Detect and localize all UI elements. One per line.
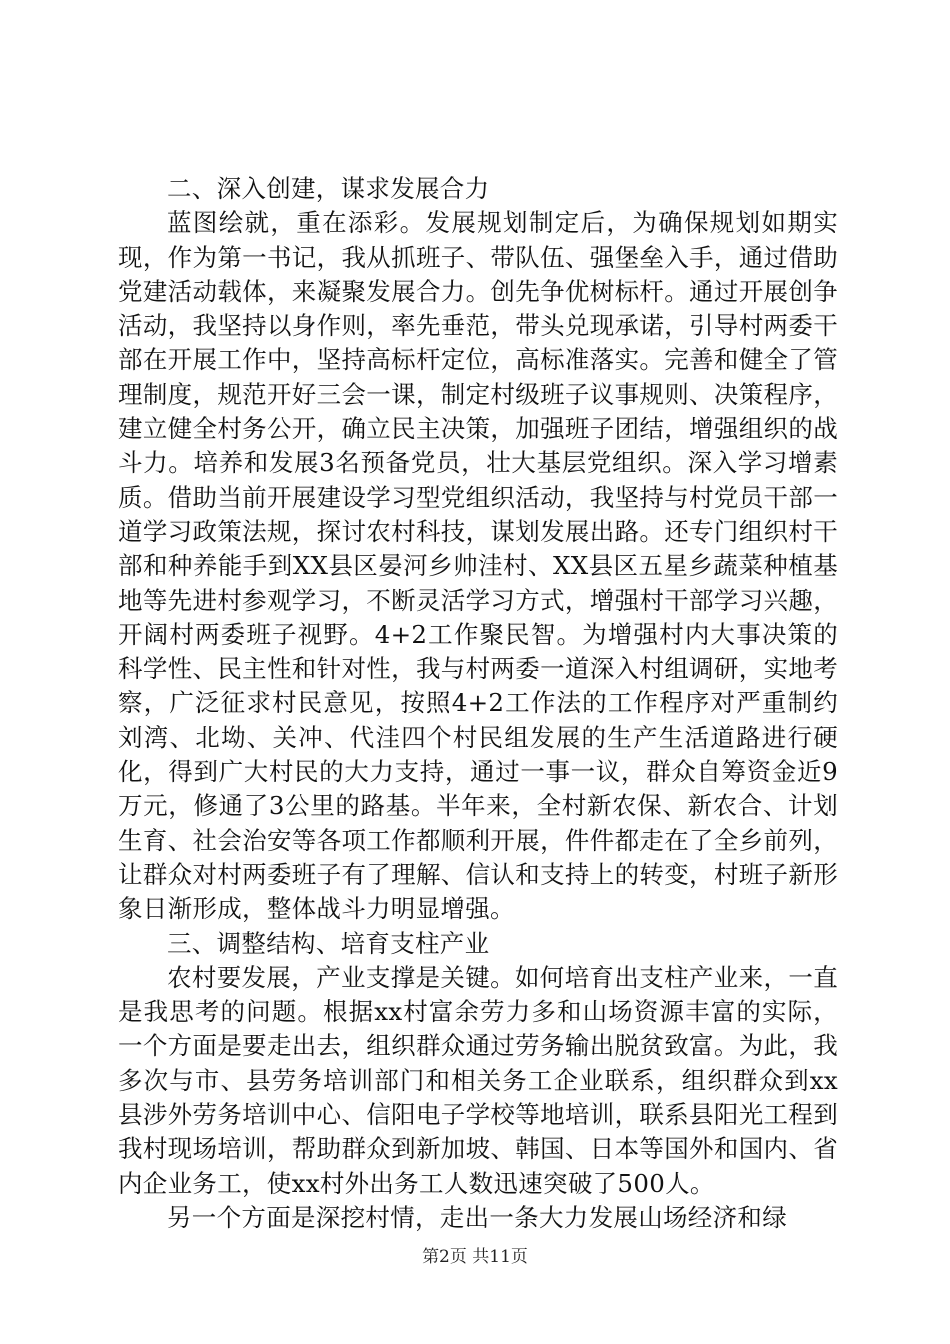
page-number: 第2页 共11页: [422, 1247, 528, 1267]
paragraph: 另一个方面是深挖村情，走出一条大力发展山场经济和绿: [167, 1202, 787, 1232]
paragraph: 农村要发展，产业支撑是关键。如何培育出支柱产业来，一直是我思考的问题。根据xx村富余劳力多和山场资源丰富的实际，一个方面是要走出去，组织群众通过劳务输出脱贫致富。为此，我多次与市、县劳务培训部门和相关务工企业联系，组织群众到xx县涉外劳务培训中心、信阳电子学校等地培训，联系县阳光工程到我村现场培训，帮助群众到新加坡、韩国、日本等国外和国内、省内企业务工，使xx村外出务工人数迅速突破了500人。: [118, 962, 838, 1198]
section-heading-2: 二、深入创建，谋求发展合力: [167, 174, 490, 203]
document-body: [118, 172, 838, 1235]
paragraph: 蓝图绘就，重在添彩。发展规划制定后，为确保规划如期实现，作为第一书记，我从抓班子、带队伍、强堡垒入手，通过借助党建活动载体，来凝聚发展合力。创先争优树标杆。通过开展创争活动，我坚持以身作则，率先垂范，带头兑现承诺，引导村两委干部在开展工作中，坚持高标杆定位，高标准落实。完善和健全了管理制度，规范开好三会一课，制定村级班子议事规则、决策程序，建立健全村务公开，确立民主决策，加强班子团结，增强组织的战斗力。培养和发展3名预备党员，壮大基层党组织。深入学习增素质。借助当前开展建设学习型党组织活动，我坚持与村党员干部一道学习政策法规，探讨农村科技，谋划发展出路。还专门组织村干部和种养能手到XX县区晏河乡帅洼村、XX县区五星乡蔬菜种植基地等先进村参观学习，不断灵活学习方式，增强村干部学习兴趣，开阔村两委班子视野。4+2工作聚民智。为增强村内大事决策的科学性、民主性和针对性，我与村两委一道深入村组调研，实地考察，广泛征求村民意见，按照4+2工作法的工作程序对严重制约刘湾、北坳、关冲、代洼四个村民组发展的生产生活道路进行硬化，得到广大村民的大力支持，通过一事一议，群众自筹资金近9万元，修通了3公里的路基。半年来，全村新农保、新农合、计划生育、社会治安等各项工作都顺利开展，件件都走在了全乡前列，让群众对村两委班子有了理解、信认和支持上的转变，村班子新形象日渐形成，整体战斗力明显增强。: [118, 208, 838, 924]
page-footer: [0, 1246, 950, 1268]
section-heading-3: 三、调整结构、培育支柱产业: [167, 928, 490, 958]
